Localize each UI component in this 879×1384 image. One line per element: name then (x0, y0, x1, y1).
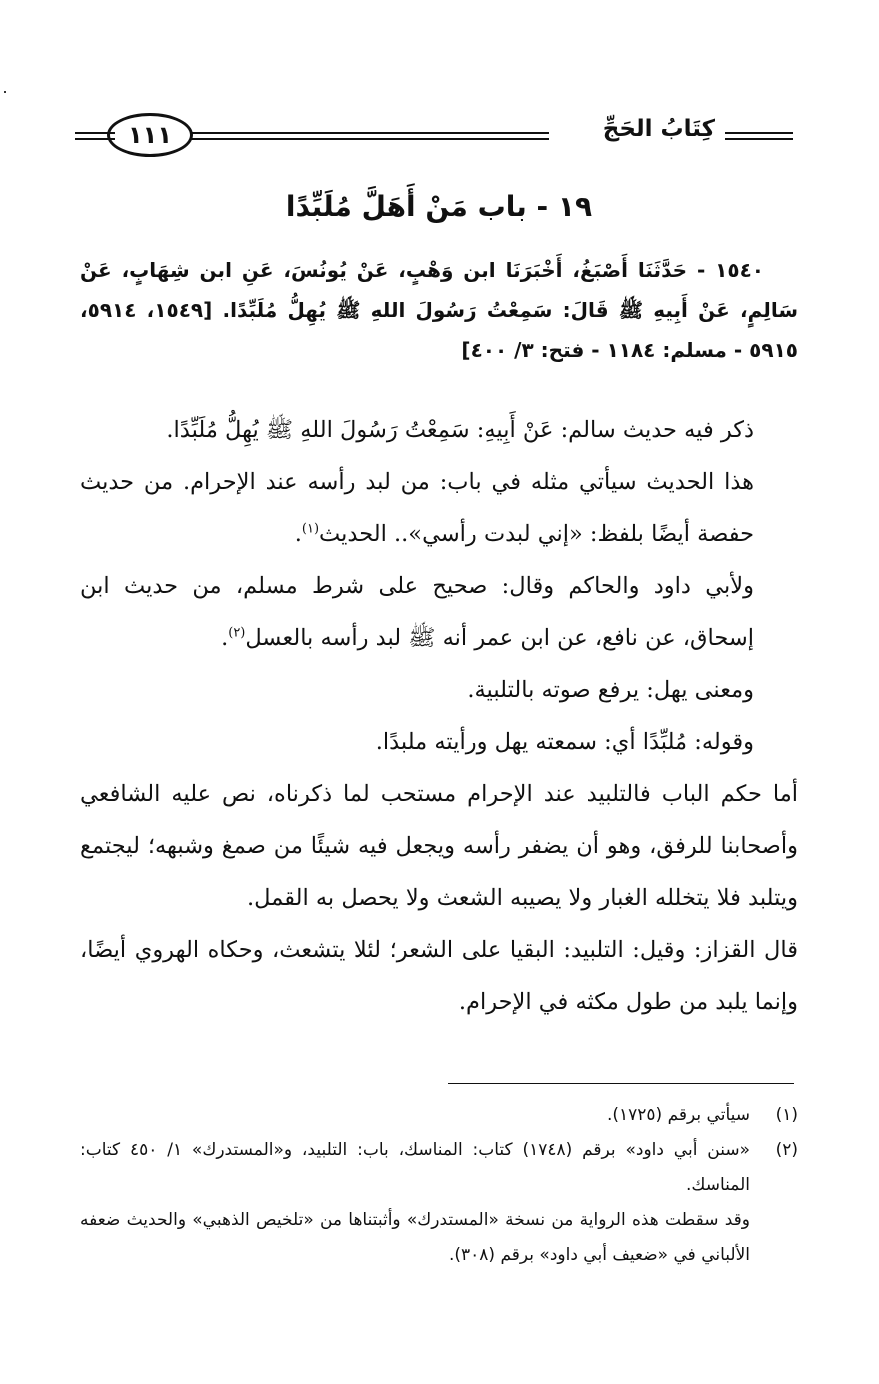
commentary-paragraph: أما حكم الباب فالتلبيد عند الإحرام مستحب لما ذكرناه، نص عليه الشافعي وأصحابنا للرفق، وهو أن يضفر رأسه ويجعل فيه شيئًا من صمغ وشبهه؛ ليجتمع ويتلبد فلا يتخلله الغبار ولا يصيبه الشعث ولا يحصل به القمل. (80, 781, 798, 911)
footnote (80, 1133, 798, 1203)
running-title: كِتَابُ الحَجِّ (602, 116, 715, 142)
header-rule (75, 138, 115, 140)
page-header (75, 112, 793, 164)
footnote-number: (٢) (775, 1140, 798, 1160)
footnote-separator (448, 1083, 794, 1084)
paragraph-text: ولأبي داود والحاكم وقال: صحيح على شرط مسلم، من حديث ابن إسحاق، عن نافع، عن ابن عمر أنه ﷺ لبد رأسه بالعسل (80, 573, 754, 651)
commentary-paragraph (80, 560, 798, 664)
header-rule (191, 138, 549, 140)
hadith-text (80, 250, 798, 370)
chapter-heading: ١٩ - باب مَنْ أَهَلَّ مُلَبِّدًا (285, 190, 593, 223)
footnotes (80, 1098, 798, 1273)
footnote-number: (١) (775, 1105, 798, 1125)
commentary-paragraph (80, 456, 798, 560)
header-rule (75, 132, 115, 134)
footnote-text: سيأتي برقم (١٧٢٥). (606, 1105, 750, 1125)
scan-speck (4, 91, 6, 93)
footnote-note: وقد سقطت هذه الرواية من نسخة «المستدرك» وأثبتناها من «تلخيص الذهبي» والحديث ضعفه الألباني في «ضعيف أبي داود» برقم (٣٠٨). (80, 1210, 750, 1265)
commentary-paragraph: وقوله: مُلبِّدًا أي: سمعته يهل ورأيته ملبدًا. (375, 729, 754, 755)
header-rule (725, 132, 793, 134)
footnote-ref[interactable]: (١) (301, 521, 320, 537)
paragraph-end: . (294, 521, 302, 547)
footnote-text: «سنن أبي داود» برقم (١٧٤٨) كتاب: المناسك، باب: التلبيد، و«المستدرك» ١/ ٤٥٠ كتاب: المناسك. (80, 1140, 750, 1195)
paragraph-text: هذا الحديث سيأتي مثله في باب: من لبد رأسه عند الإحرام. من حديث حفصة أيضًا بلفظ: «إني لبدت رأسي».. الحديث (80, 469, 754, 547)
hadith-body: ١٥٤٠ - حَدَّثَنَا أَصْبَغُ، أَخْبَرَنَا ابن وَهْبٍ، عَنْ يُونُسَ، عَنِ ابن شِهَابٍ، عَنْ سَالِمٍ، عَنْ أَبِيهِ ﷺ قَالَ: سَمِعْتُ رَسُولَ اللهِ ﷺ يُهِلُّ مُلَبِّدًا. [١٥٤٩، ٥٩١٤، ٥٩١٥ - مسلم: ١١٨٤ - فتح: ٣/ ٤٠٠] (80, 258, 798, 362)
commentary (80, 404, 798, 1028)
page-number-badge: ١١١ (107, 113, 193, 157)
header-rule (725, 138, 793, 140)
footnote-ref[interactable]: (٢) (228, 625, 246, 641)
paragraph-end: . (221, 625, 229, 651)
footnote (80, 1098, 798, 1133)
commentary-paragraph: قال القزاز: وقيل: التلبيد: البقيا على الشعر؛ لئلا يتشعث، وحكاه الهروي أيضًا، وإنما يلبد من طول مكثه في الإحرام. (80, 937, 798, 1015)
header-rule (191, 132, 549, 134)
commentary-paragraph: ومعنى يهل: يرفع صوته بالتلبية. (467, 677, 754, 703)
commentary-paragraph: ذكر فيه حديث سالم: عَنْ أَبِيهِ: سَمِعْتُ رَسُولَ اللهِ ﷺ يُهِلُّ مُلَبِّدًا. (166, 417, 754, 443)
